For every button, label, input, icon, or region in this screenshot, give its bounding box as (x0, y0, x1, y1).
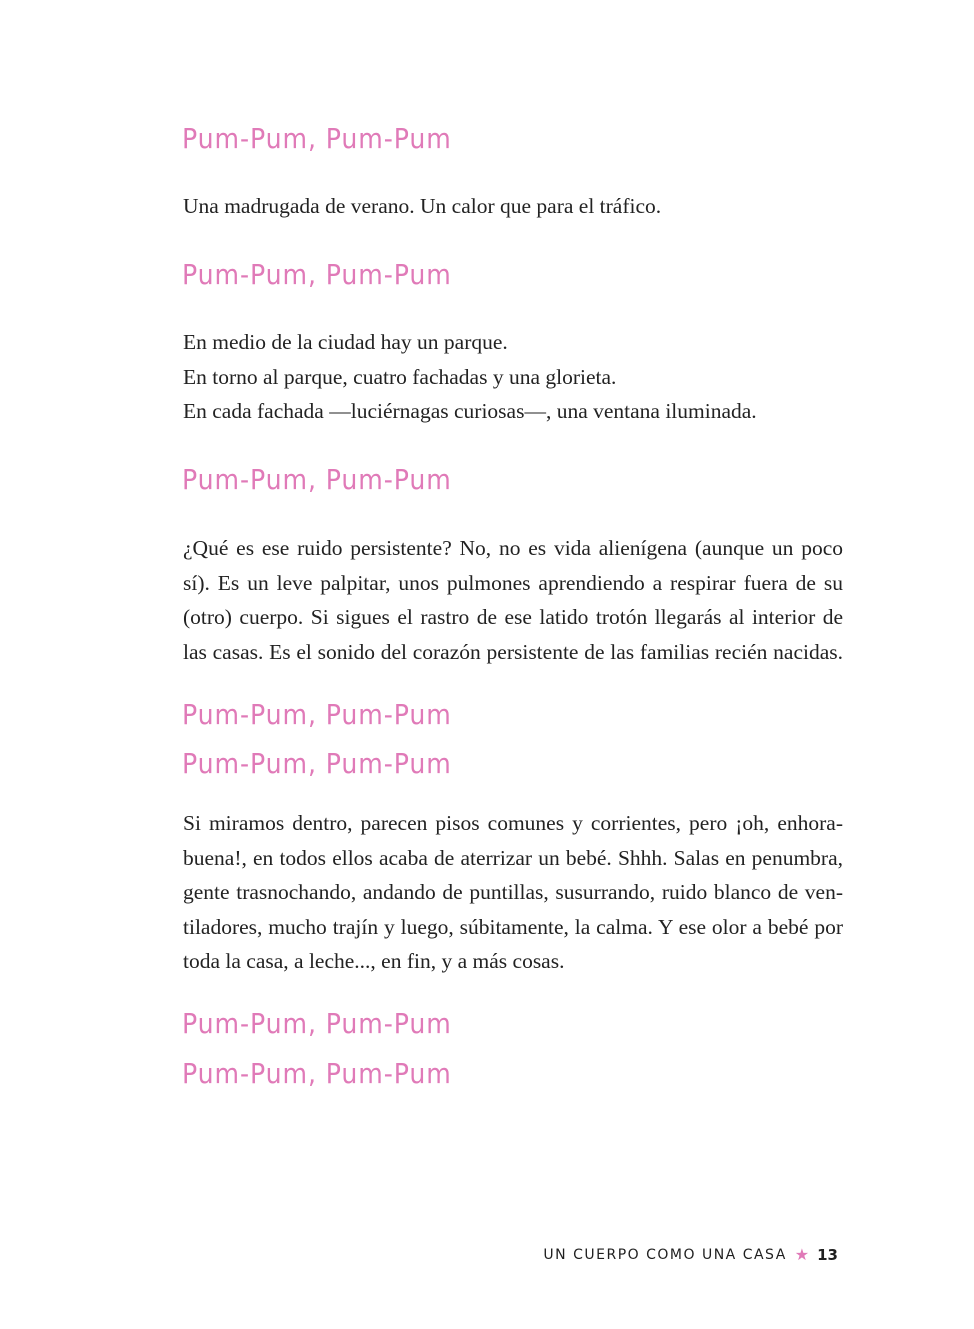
heartbeat-heading-1: Pum-Pum, Pum-Pum (182, 122, 452, 155)
paragraph-line: En cada fachada —luciérnagas curiosas—, una ventana iluminada. (183, 399, 757, 423)
heartbeat-heading-3: Pum-Pum, Pum-Pum (182, 463, 452, 496)
paragraph-line: sí). Es un leve palpitar, unos pulmones aprendiendo a respirar fuera de su (183, 570, 843, 595)
paragraph-line: buena!, en todos ellos acaba de aterrizar un bebé. Shhh. Salas en penumbra, (183, 845, 843, 870)
heartbeat-heading-5b: Pum-Pum, Pum-Pum (182, 1057, 452, 1090)
star-icon: ★ (794, 1245, 810, 1264)
paragraph-4 (183, 806, 843, 979)
paragraph-line: las casas. Es el sonido del corazón persistente de las familias recién nacidas. (183, 639, 843, 664)
paragraph-line: En torno al parque, cuatro fachadas y una glorieta. (183, 364, 617, 389)
paragraph-1 (183, 189, 843, 224)
paragraph-2 (183, 325, 843, 429)
paragraph-line: tiladores, mucho trajín y luego, súbitamente, la calma. Y ese olor a bebé por (183, 914, 843, 939)
heartbeat-heading-5a: Pum-Pum, Pum-Pum (182, 1007, 452, 1040)
paragraph-line: (otro) cuerpo. Si sigues el rastro de ese latido trotón llegarás al interior de (183, 605, 843, 629)
heartbeat-heading-4b: Pum-Pum, Pum-Pum (182, 747, 452, 780)
paragraph-line: Una madrugada de verano. Un calor que para el tráfico. (183, 194, 662, 218)
page-footer (543, 1246, 838, 1264)
paragraph-line: Si miramos dentro, parecen pisos comunes y corrientes, pero ¡oh, enhora- (183, 811, 843, 835)
paragraph-3 (183, 531, 843, 669)
page-number: 13 (817, 1246, 838, 1264)
paragraph-line: ¿Qué es ese ruido persistente? No, no es vida alienígena (aunque un poco (183, 536, 843, 560)
heartbeat-heading-4a: Pum-Pum, Pum-Pum (182, 698, 452, 731)
paragraph-line: gente trasnochando, andando de puntillas, susurrando, ruido blanco de ven- (183, 880, 843, 904)
paragraph-line: En medio de la ciudad hay un parque. (183, 330, 508, 354)
paragraph-line: toda la casa, a leche..., en fin, y a más cosas. (183, 949, 565, 973)
running-title: UN CUERPO COMO UNA CASA (543, 1247, 787, 1263)
heartbeat-heading-2: Pum-Pum, Pum-Pum (182, 258, 452, 291)
